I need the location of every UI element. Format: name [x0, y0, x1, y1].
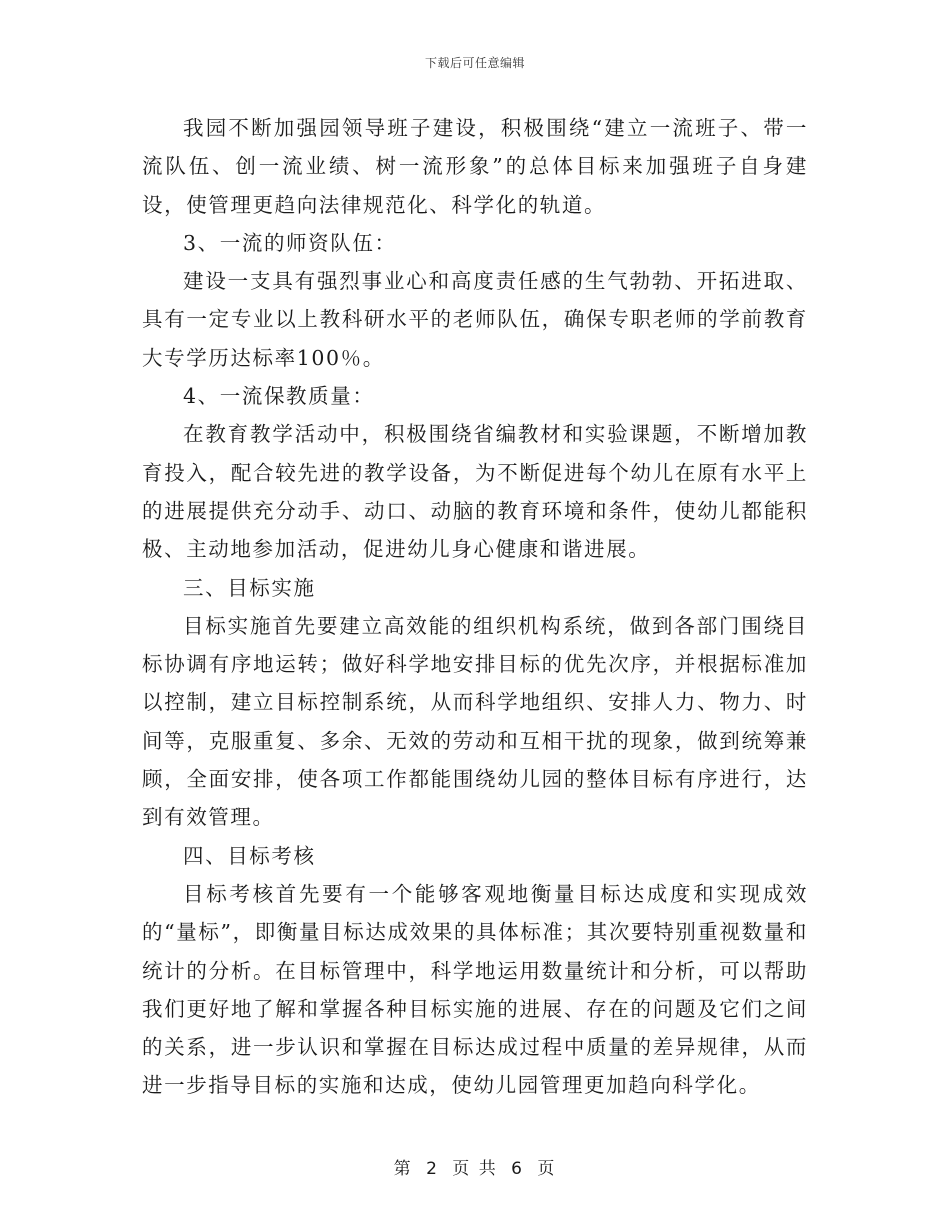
- heading-goal-implementation: 三、目标实施: [183, 575, 316, 600]
- page-footer: [0, 1154, 950, 1179]
- heading-teaching-staff: 3、一流的师资队伍：: [183, 230, 397, 255]
- paragraph-goal-assessment: 目标考核首先要有一个能够客观地衡量目标达成度和实现成效的“量标”，即衡量目标达成效果的具体标准；其次要特别重视数量和统计的分析。在目标管理中，科学地运用数量统计和分析，可以帮助我们更好地了解和掌握各种目标实施的进展、存在的问题及它们之间的关系，进一步认识和掌握在目标达成过程中质量的差异规律，从而进一步指导目标的实施和达成，使幼儿园管理更加趋向科学化。: [142, 881, 808, 1098]
- footer-page-number: 2: [426, 1159, 439, 1179]
- heading-education-quality: 4、一流保教质量：: [183, 384, 375, 409]
- footer-total-pages: 6: [511, 1159, 524, 1179]
- paragraph-education-quality: 在教育教学活动中，积极围绕省编教材和实验课题，不断增加教育投入，配合较先进的教学设备，为不断促进每个幼儿在原有水平上的进展提供充分动手、动口、动脑的教育环境和条件，使幼儿都能积极、主动地参加活动，促进幼儿身心健康和谐进展。: [142, 422, 808, 562]
- footer-suffix: 页: [537, 1159, 557, 1179]
- footer-prefix: 第: [393, 1159, 413, 1179]
- heading-goal-assessment: 四、目标考核: [183, 843, 316, 868]
- paragraph-goal-implementation: 目标实施首先要建立高效能的组织机构系统，做到各部门围绕目标协调有序地运转；做好科学地安排目标的优先次序，并根据标准加以控制，建立目标控制系统，从而科学地组织、安排人力、物力、时间等，克服重复、多余、无效的劳动和互相干扰的现象，做到统筹兼顾，全面安排，使各项工作都能围绕幼儿园的整体目标有序进行，达到有效管理。: [142, 613, 808, 830]
- footer-mid: 页 共: [452, 1159, 498, 1179]
- paragraph-teaching-staff: 建设一支具有强烈事业心和高度责任感的生气勃勃、开拓进取、具有一定专业以上教科研水平的老师队伍，确保专职老师的学前教育大专学历达标率100％。: [142, 269, 808, 370]
- paragraph-leadership: 我园不断加强园领导班子建设，积极围绕“建立一流班子、带一流队伍、创一流业绩、树一流形象”的总体目标来加强班子自身建设，使管理更趋向法律规范化、科学化的轨道。: [142, 116, 808, 217]
- document-body: [142, 109, 808, 1105]
- header-note: 下载后可任意编辑: [424, 56, 525, 70]
